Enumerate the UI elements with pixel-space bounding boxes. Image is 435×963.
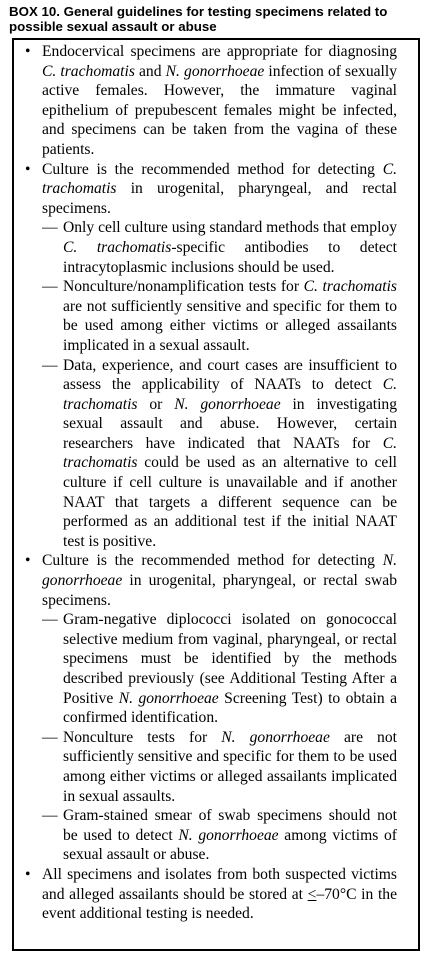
- box-title: BOX 10. General guidelines for testing specimens related to possible sexual assault or abuse: [9, 4, 388, 34]
- text: Screening Test) to obtain a confirmed identification.: [63, 689, 397, 727]
- text: and: [134, 62, 166, 80]
- text: infection of sexually active females. However, the immature vaginal epithelium of prepubescent females might be infected, and specimens can be taken from the vagina of these patients.: [42, 62, 397, 158]
- sub-item-gram-stained-smear: [25, 806, 397, 865]
- dash: —: [42, 356, 58, 374]
- text: Only cell culture using standard methods that employ: [63, 219, 397, 237]
- text: Culture is the recommended method for detecting: [42, 552, 383, 570]
- text: Nonculture/nonamplification tests for: [63, 278, 304, 296]
- sub-item-gram-negative: [25, 610, 397, 728]
- guidelines-content: [25, 42, 397, 924]
- text: in investigating sexual assault and abuse. However, certain researchers have indicated that NAATs for: [63, 395, 397, 452]
- text: Endocervical specimens are appropriate for diagnosing: [42, 43, 397, 60]
- text: Gram-negative diplococci isolated on gonococcal selective medium from vaginal, pharyngeal, or rectal specimens must be identified by the methods described previously (see Additional Testing After a Positive: [63, 611, 397, 707]
- text: could be used as an alternative to cell culture if cell culture is unavailable and if another NAAT that targets a different sequence can be performed as an additional test if the initial NAAT test is positive.: [63, 454, 397, 550]
- guideline-item-chlamydia-culture: [25, 160, 397, 219]
- sub-item-nonculture-gonorrhoeae: [25, 728, 397, 806]
- organism-name: N. gonorrhoeae: [165, 62, 265, 80]
- text: Nonculture tests for: [63, 728, 222, 746]
- organism-name: C. trachomatis: [42, 160, 397, 198]
- sub-item-cell-culture: [25, 218, 397, 277]
- text: Gram-stained smear of swab specimens should not be used to detect: [63, 807, 397, 844]
- storage-temperature: –70°C: [316, 885, 357, 903]
- guideline-item-gonorrhoeae-culture: [25, 551, 397, 610]
- guideline-item-storage: [25, 865, 397, 924]
- dash: —: [42, 807, 58, 825]
- less-than-sign: <: [307, 885, 317, 903]
- organism-name: C. trachomatis: [63, 238, 172, 256]
- sub-item-nonculture-chlamydia: [25, 277, 397, 355]
- sub-item-naats: [25, 356, 397, 552]
- organism-name: N. gonorrhoeae: [178, 826, 279, 844]
- text: in urogenital, pharyngeal, and rectal specimens.: [42, 180, 397, 217]
- text: in urogenital, pharyngeal, or rectal swab specimens.: [42, 572, 397, 609]
- organism-name: N. gonorrhoeae: [174, 395, 281, 413]
- text: among victims of sexual assault or abuse.: [63, 826, 397, 864]
- text: in the event additional testing is needed.: [42, 885, 397, 923]
- dash: —: [42, 278, 58, 296]
- text: Data, experience, and court cases are insufficient to assess the applicability of NAATs to detect: [63, 356, 397, 394]
- text: are not sufficiently sensitive and specific for them to be used among either victims or alleged assailants implicated in a sexual assault.: [63, 297, 397, 354]
- organism-name: N. gonorrhoeae: [118, 689, 219, 707]
- text: are not sufficiently sensitive and specific for them to be used among either victims or alleged assailants implicated in sexual assaults.: [63, 728, 397, 805]
- text: or: [137, 395, 175, 413]
- guideline-item-endocervical: [25, 42, 397, 160]
- text: Culture is the recommended method for detecting: [42, 160, 383, 178]
- text: All specimens and isolates from both suspected victims and alleged assailants should be stored at: [42, 865, 397, 903]
- organism-name: N. gonorrhoeae: [42, 552, 397, 590]
- organism-name: N. gonorrhoeae: [221, 728, 330, 746]
- organism-name: C. trachomatis: [63, 434, 397, 472]
- dash: —: [42, 219, 58, 237]
- organism-name: C. trachomatis: [303, 278, 397, 296]
- organism-name: C. trachomatis: [42, 62, 135, 80]
- dash: —: [42, 611, 58, 629]
- text: -specific antibodies to detect intracytoplasmic inclusions should be used.: [63, 238, 398, 276]
- organism-name: C. trachomatis: [63, 376, 397, 413]
- dash: —: [42, 728, 58, 746]
